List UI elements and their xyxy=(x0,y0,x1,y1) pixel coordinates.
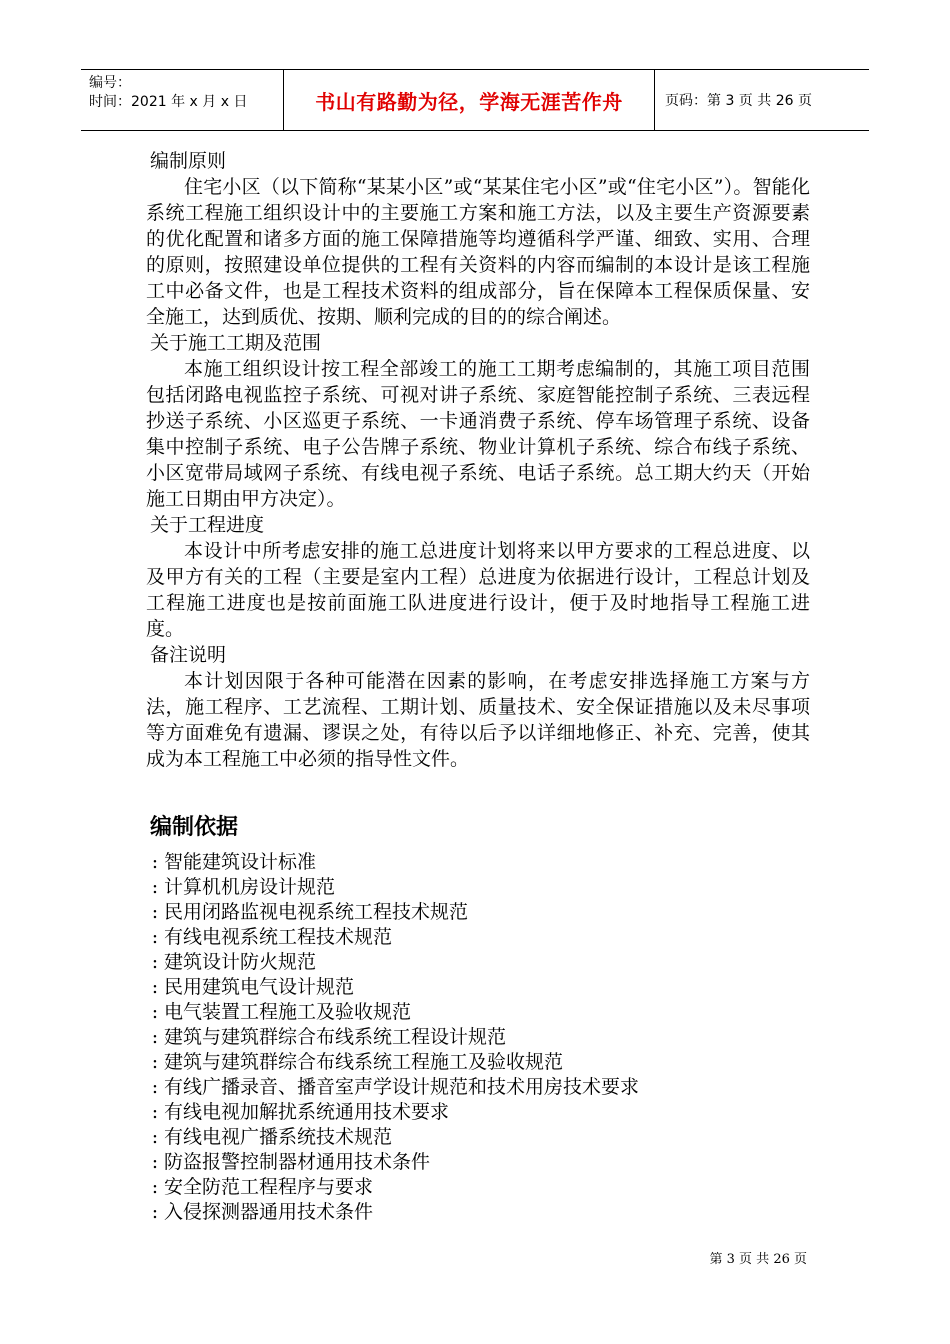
basis-item xyxy=(146,1075,639,1100)
basis-item xyxy=(146,1025,639,1050)
basis-item-label: 有线电视加解扰系统通用技术要求 xyxy=(164,1101,450,1123)
list-marker: : xyxy=(151,1051,159,1073)
list-marker: : xyxy=(151,1126,159,1148)
header-page-info xyxy=(655,70,869,130)
page-footer: 第 3 页 共 26 页 xyxy=(709,1252,807,1267)
list-marker: : xyxy=(151,876,159,898)
list-marker: : xyxy=(151,1176,159,1198)
basis-item xyxy=(146,975,639,1000)
section-paragraph: 本设计中所考虑安排的施工总进度计划将来以甲方要求的工程总进度、以及甲方有关的工程（主要是室内工程）总进度为依据进行设计，工程总计划及工程施工进度也是按前面施工队进度进行设计，便于及时地指导工程施工进度。 xyxy=(146,540,810,640)
section-title: 备注说明 xyxy=(150,644,227,666)
page-header xyxy=(81,69,869,131)
basis-item-label: 计算机机房设计规范 xyxy=(164,876,336,898)
basis-heading: 编制依据 xyxy=(150,815,239,840)
basis-item-label: 安全防范工程程序与要求 xyxy=(164,1176,374,1198)
list-marker: : xyxy=(151,1076,159,1098)
section-paragraph: 本施工组织设计按工程全部竣工的施工工期考虑编制的，其施工项目范围包括闭路电视监控子系统、可视对讲子系统、家庭智能控制子系统、三表远程抄送子系统、小区巡更子系统、一卡通消费子系统、停车场管理子系统、设备集中控制子系统、电子公告牌子系统、物业计算机子系统、综合布线子系统、小区宽带局域网子系统、有线电视子系统、电话子系统。总工期大约天（开始施工日期由甲方决定）。 xyxy=(146,358,810,510)
header-motto-cell xyxy=(283,70,655,130)
list-marker: : xyxy=(151,1026,159,1048)
list-marker: : xyxy=(151,976,159,998)
list-marker: : xyxy=(151,926,159,948)
basis-item xyxy=(146,850,639,875)
basis-item-label: 建筑与建筑群综合布线系统工程设计规范 xyxy=(164,1026,507,1048)
basis-item xyxy=(146,875,639,900)
list-marker: : xyxy=(151,951,159,973)
basis-item-label: 民用建筑电气设计规范 xyxy=(164,976,355,998)
section-title: 关于工程进度 xyxy=(150,514,265,536)
section-title: 编制原则 xyxy=(150,150,227,172)
basis-item-label: 入侵探测器通用技术条件 xyxy=(164,1201,374,1223)
basis-item xyxy=(146,1050,639,1075)
document-number-label: 编号： xyxy=(89,75,131,91)
basis-item xyxy=(146,1000,639,1025)
list-marker: : xyxy=(151,1101,159,1123)
basis-item-label: 建筑设计防火规范 xyxy=(164,951,317,973)
basis-item xyxy=(146,1100,639,1125)
basis-item xyxy=(146,1150,639,1175)
header-page-number: 页码：第 3 页 共 26 页 xyxy=(665,93,812,109)
section-title: 关于施工工期及范围 xyxy=(150,332,322,354)
basis-list xyxy=(146,850,639,1225)
list-marker: : xyxy=(151,1201,159,1223)
list-marker: : xyxy=(151,1151,159,1173)
basis-item-label: 电气装置工程施工及验收规范 xyxy=(164,1001,412,1023)
section-paragraph: 住宅小区（以下简称“某某小区”或“某某住宅小区”或“住宅小区”）。智能化系统工程施工组织设计中的主要施工方案和施工方法，以及主要生产资源要素的优化配置和诸多方面的施工保障措施等均遵循科学严谨、细致、实用、合理的原则，按照建设单位提供的工程有关资料的内容而编制的本设计是该工程施工中必备文件，也是工程技术资料的组成部分，旨在保障本工程保质保量、安全施工，达到质优、按期、顺利完成的目的的综合阐述。 xyxy=(146,176,810,328)
basis-item-label: 民用闭路监视电视系统工程技术规范 xyxy=(164,901,469,923)
basis-item xyxy=(146,900,639,925)
basis-item-label: 有线电视广播系统技术规范 xyxy=(164,1126,393,1148)
list-marker: : xyxy=(151,901,159,923)
basis-item xyxy=(146,950,639,975)
basis-item xyxy=(146,925,639,950)
document-time: 时间：2021 年 x 月 x 日 xyxy=(89,94,248,110)
list-marker: : xyxy=(151,851,159,873)
basis-item xyxy=(146,1200,639,1225)
basis-item-label: 智能建筑设计标准 xyxy=(164,851,317,873)
basis-item-label: 有线电视系统工程技术规范 xyxy=(164,926,393,948)
basis-item-label: 建筑与建筑群综合布线系统工程施工及验收规范 xyxy=(164,1051,564,1073)
basis-item-label: 防盗报警控制器材通用技术条件 xyxy=(164,1151,431,1173)
basis-item xyxy=(146,1125,639,1150)
document-body xyxy=(146,148,810,772)
header-motto: 书山有路勤为径，学海无涯苦作舟 xyxy=(315,89,623,114)
section-paragraph: 本计划因限于各种可能潜在因素的影响，在考虑安排选择施工方案与方法，施工程序、工艺流程、工期计划、质量技术、安全保证措施以及未尽事项等方面难免有遗漏、谬误之处，有待以后予以详细地修正、补充、完善，使其成为本工程施工中必须的指导性文件。 xyxy=(146,670,810,770)
basis-item-label: 有线广播录音、播音室声学设计规范和技术用房技术要求 xyxy=(164,1076,640,1098)
header-meta xyxy=(81,70,283,130)
basis-item xyxy=(146,1175,639,1200)
list-marker: : xyxy=(151,1001,159,1023)
